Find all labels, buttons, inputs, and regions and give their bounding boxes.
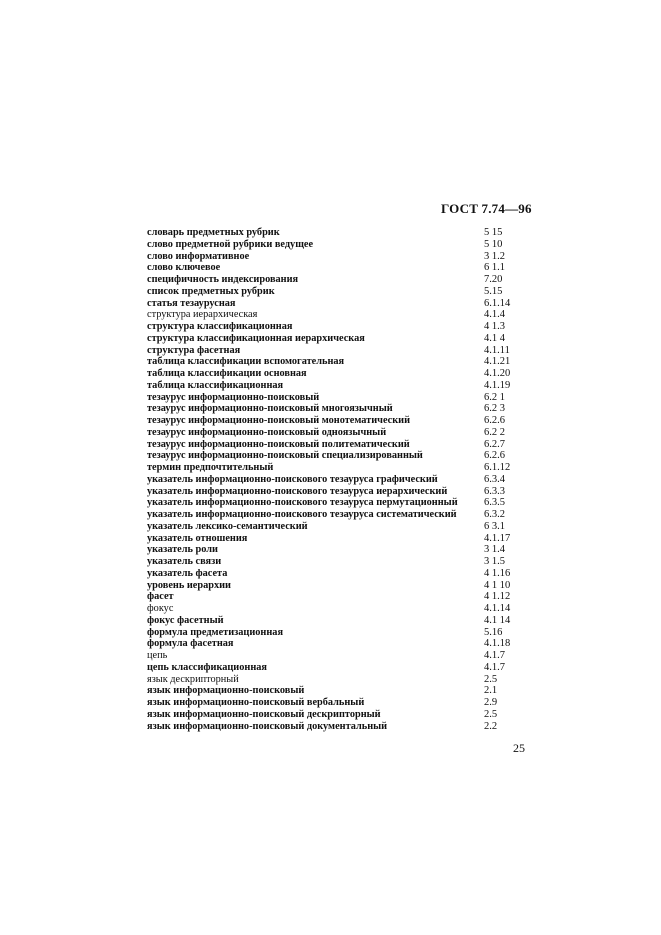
index-entry	[147, 403, 507, 415]
index-entry	[147, 321, 507, 333]
entry-term: тезаурус информационно-поисковый политематический	[147, 438, 410, 450]
index-entry	[147, 674, 507, 686]
index-entry	[147, 262, 507, 274]
index-entry	[147, 344, 510, 357]
entry-reference: 2.1	[484, 685, 498, 697]
entry-term: специфичность индексирования	[147, 274, 299, 285]
entry-reference: 6.3.3	[484, 485, 505, 497]
entry-term: указатель отношения	[147, 532, 248, 544]
entry-reference: 3 1.5	[484, 556, 505, 567]
entry-term: язык информационно-поисковый дескрипторный	[147, 708, 381, 720]
entry-reference: 6.3.5	[484, 497, 505, 509]
index-entry	[147, 521, 507, 533]
entry-reference: 5 15	[484, 227, 503, 238]
entry-reference: 5.16	[484, 626, 503, 638]
entry-reference: 2.5	[484, 708, 498, 720]
entry-reference: 3 1.4	[484, 544, 505, 556]
entry-term: язык дескрипторный	[147, 673, 239, 685]
entry-reference: 2.9	[484, 697, 498, 708]
entry-term: тезаурус информационно-поисковый специализированный	[147, 450, 423, 462]
entry-term: статья тезаурусная	[147, 297, 236, 309]
entry-term: слово предметной рубрики ведущее	[147, 238, 314, 250]
index-entry	[147, 497, 507, 509]
entry-term: цепь классификационная	[147, 661, 267, 673]
index-entry	[147, 556, 507, 568]
entry-term: указатель информационно-поискового тезауруса иерархический	[147, 485, 448, 497]
entry-term: слово информативное	[147, 250, 250, 262]
entry-term: формула фасетная	[147, 638, 234, 650]
entry-reference: 4.1.20	[484, 368, 511, 379]
entry-term: тезаурус информационно-поисковый	[147, 391, 320, 403]
entry-reference: 3 1.2	[484, 250, 505, 262]
index-entry	[147, 427, 507, 439]
entry-term: тезаурус информационно-поисковый монотематический	[147, 415, 411, 426]
entry-reference: 4 1.12	[484, 591, 511, 603]
entry-term: тезаурус информационно-поисковый многоязычный	[147, 403, 393, 415]
entry-reference: 4.1.18	[484, 638, 511, 650]
entry-reference: 6.3.4	[484, 473, 505, 485]
index-entry	[147, 450, 507, 462]
entry-term: словарь предметных рубрик	[147, 227, 280, 238]
entry-reference: 5.15	[484, 285, 503, 297]
entry-reference: 4.1.4	[484, 309, 505, 321]
entry-term: указатель информационно-поискового тезауруса графический	[147, 473, 438, 485]
index-entry	[147, 532, 511, 545]
index-entry	[147, 462, 511, 474]
entry-reference: 6 3.1	[484, 520, 505, 532]
entry-reference: 6.2.6	[484, 415, 505, 426]
index-entry	[147, 638, 511, 650]
entry-reference: 4 1.3	[484, 321, 505, 332]
entry-term: язык информационно-поисковый документальный	[147, 720, 388, 732]
entry-reference: 4 1.16	[484, 567, 511, 579]
entry-reference: 6.2 2	[484, 426, 505, 438]
entry-reference: 5 10	[484, 238, 503, 250]
index-entry	[147, 603, 511, 615]
entry-reference: 4.1.7	[484, 661, 505, 673]
entry-term: таблица классификации основная	[147, 368, 307, 379]
index-entry	[147, 251, 507, 263]
entry-term: язык информационно-поисковый вербальный	[147, 697, 365, 708]
entry-term: структура классификационная	[147, 321, 293, 332]
index-entry	[147, 614, 511, 627]
entry-term: цепь	[147, 650, 168, 661]
entry-reference: 6.2 1	[484, 391, 505, 403]
entry-reference: 4.1.17	[484, 532, 511, 544]
index-entry	[147, 297, 511, 310]
entry-term: формула предметизационная	[147, 626, 284, 638]
entry-term: таблица классификационная	[147, 379, 284, 391]
index-entry	[147, 439, 507, 451]
entry-term: тезаурус информационно-поисковый одноязычный	[147, 426, 387, 438]
index-entry	[147, 591, 511, 603]
entry-reference: 6.2 3	[484, 403, 505, 415]
index-entry	[147, 509, 507, 521]
entry-term: указатель роли	[147, 544, 218, 556]
index-entry	[147, 627, 507, 639]
index-entry	[147, 486, 507, 498]
entry-reference: 6.1.14	[484, 297, 511, 309]
entry-term: фасет	[147, 591, 174, 603]
index-entry	[147, 309, 507, 321]
entry-term: уровень иерархии	[147, 579, 231, 591]
index-entry	[147, 709, 507, 721]
index-entry	[147, 662, 507, 674]
entry-reference: 2.5	[484, 673, 498, 685]
index-entry	[147, 544, 507, 556]
entry-term: таблица классификации вспомогательная	[147, 356, 345, 368]
index-entry	[147, 274, 507, 286]
index-entry	[147, 333, 507, 345]
index-entry	[147, 356, 511, 368]
entry-term: слово ключевое	[147, 262, 221, 274]
index-entry	[147, 685, 507, 697]
entry-reference: 4.1 4	[484, 332, 505, 344]
index-entry	[147, 392, 507, 404]
index-entry	[147, 379, 511, 392]
index-entry	[147, 415, 507, 427]
entry-reference: 4.1.11	[484, 344, 510, 356]
entry-reference: 6.3.2	[484, 509, 505, 520]
entry-term: указатель информационно-поискового тезауруса систематический	[147, 509, 457, 520]
entry-term: список предметных рубрик	[147, 285, 275, 297]
term-index-list	[147, 227, 511, 732]
entry-reference: 6.2.7	[484, 438, 505, 450]
entry-term: структура иерархическая	[147, 309, 258, 321]
index-entry	[147, 721, 507, 733]
entry-term: указатель лексико-семантический	[147, 520, 308, 532]
entry-term: фокус фасетный	[147, 614, 224, 626]
page-number: 25	[513, 741, 525, 755]
entry-reference: 4.1 14	[484, 614, 511, 626]
entry-reference: 4.1.21	[484, 356, 511, 368]
entry-reference: 7.20	[484, 274, 503, 285]
index-entry	[147, 368, 511, 380]
index-entry	[147, 227, 507, 239]
index-entry	[147, 474, 507, 486]
entry-reference: 4.1.14	[484, 603, 511, 614]
index-entry	[147, 650, 507, 662]
entry-term: указатель информационно-поискового тезауруса пермутационный	[147, 497, 458, 509]
index-entry	[147, 579, 511, 592]
index-entry	[147, 286, 507, 298]
document-header: ГОСТ 7.74—96	[441, 201, 532, 216]
entry-term: указатель связи	[147, 556, 222, 567]
entry-term: указатель фасета	[147, 567, 228, 579]
entry-reference: 6.1.12	[484, 462, 511, 473]
index-entry	[147, 697, 507, 709]
index-entry	[147, 239, 507, 251]
entry-reference: 4.1.19	[484, 379, 511, 391]
entry-term: термин предпочтительный	[147, 462, 274, 473]
entry-reference: 4.1.7	[484, 650, 505, 661]
entry-reference: 6.2.6	[484, 450, 505, 462]
entry-reference: 4 1 10	[484, 579, 511, 591]
entry-reference: 2.2	[484, 720, 498, 732]
entry-term: структура классификационная иерархическая	[147, 332, 365, 344]
entry-term: язык информационно-поисковый	[147, 685, 305, 697]
entry-term: фокус	[147, 603, 174, 614]
entry-reference: 6 1.1	[484, 262, 505, 274]
entry-term: структура фасетная	[147, 344, 241, 356]
index-entry	[147, 567, 511, 580]
